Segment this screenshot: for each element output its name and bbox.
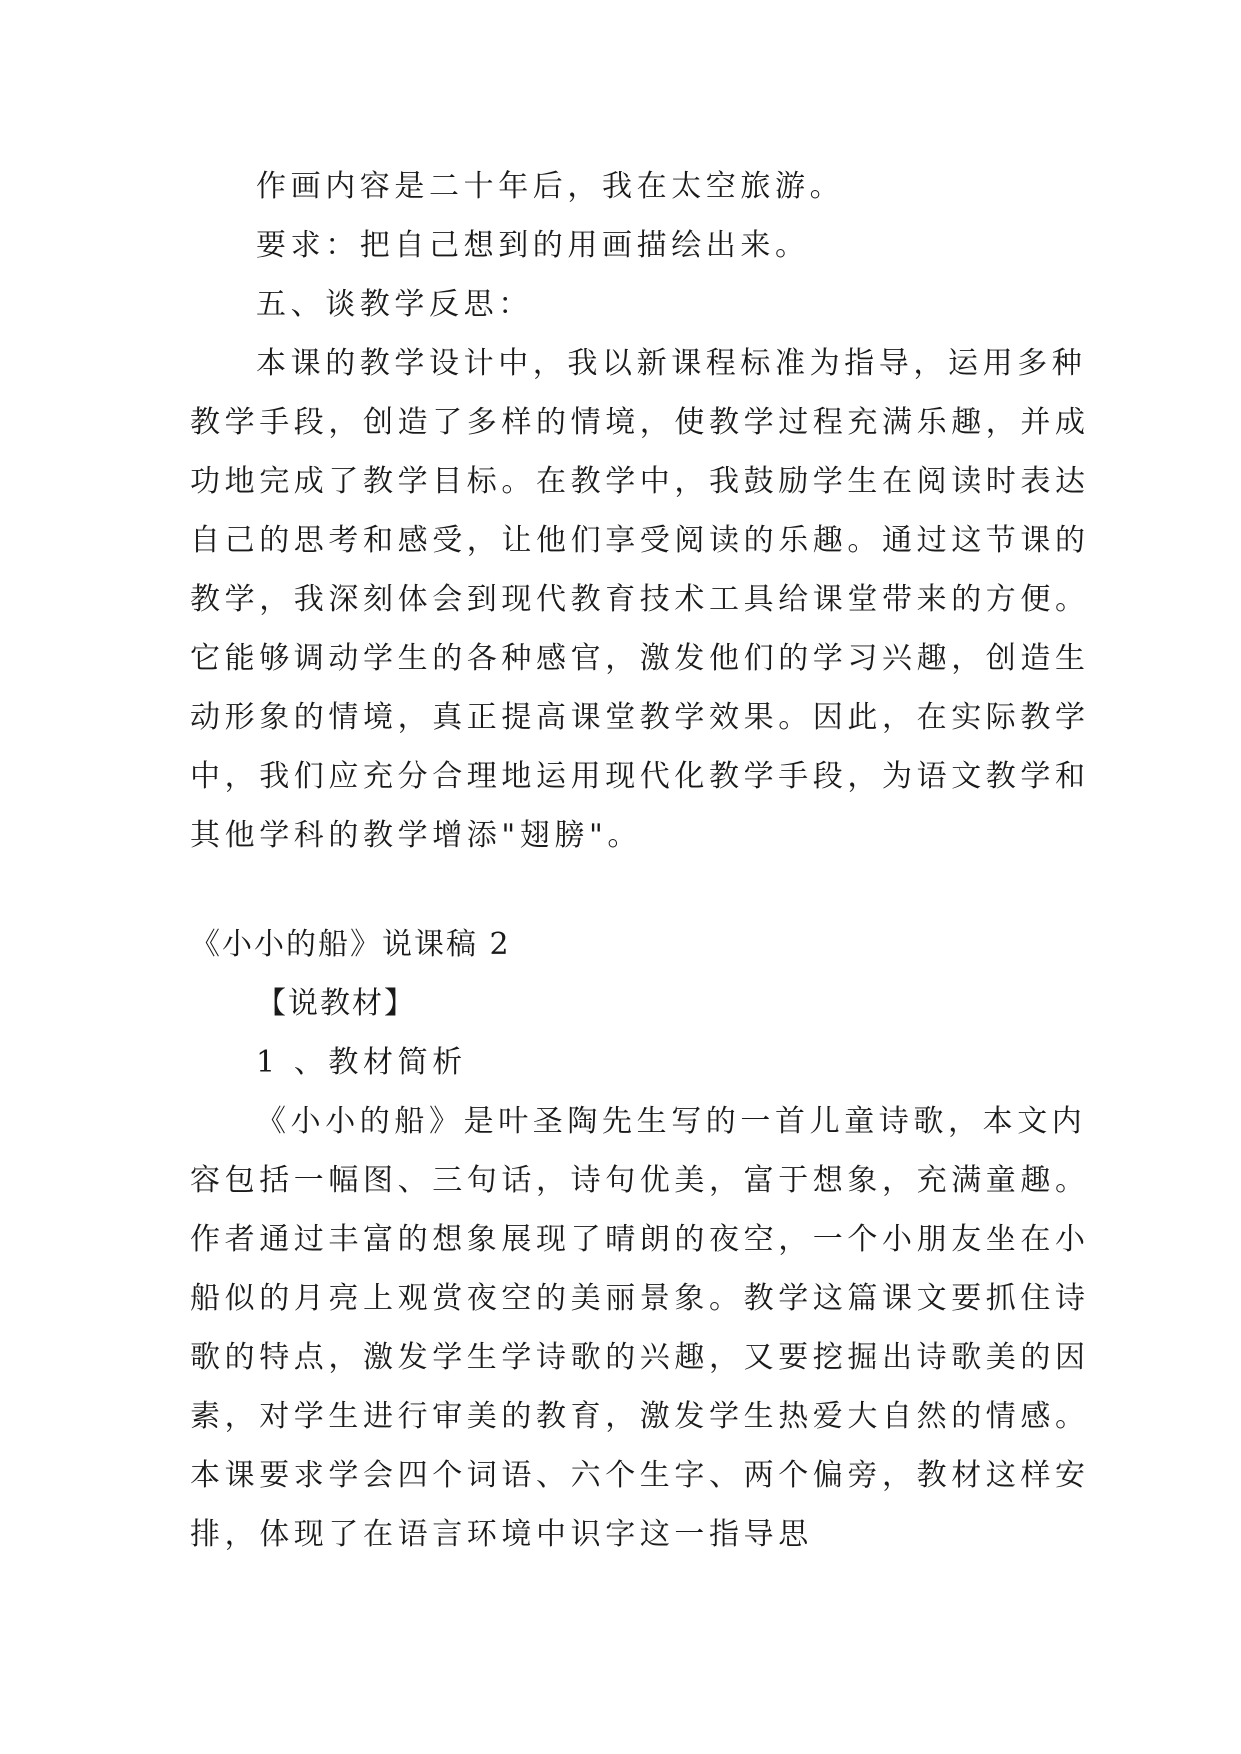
section-heading: 【说教材】 <box>256 986 416 1021</box>
body-line: 《小小的船》是叶圣陶先生写的一首儿童诗歌，本文内 <box>256 1104 1087 1139</box>
body-line: 功地完成了教学目标。在教学中，我鼓励学生在阅读时表达 <box>190 464 1090 499</box>
body-line: 本课的教学设计中，我以新课程标准为指导，运用多种 <box>256 346 1087 381</box>
body-line: 自己的思考和感受，让他们享受阅读的乐趣。通过这节课的 <box>190 523 1090 558</box>
body-line: 中，我们应充分合理地运用现代化教学手段，为语文教学和 <box>190 759 1090 794</box>
body-line: 要求：把自己想到的用画描绘出来。 <box>256 228 810 263</box>
body-line: 船似的月亮上观赏夜空的美丽景象。教学这篇课文要抓住诗 <box>190 1281 1090 1316</box>
body-line: 其他学科的教学增添"翅膀"。 <box>190 818 642 853</box>
subsection-heading: 1 、教材简析 <box>256 1045 467 1080</box>
body-line: 它能够调动学生的各种感官，激发他们的学习兴趣，创造生 <box>190 641 1090 676</box>
body-line: 素，对学生进行审美的教育，激发学生热爱大自然的情感。 <box>190 1399 1090 1434</box>
body-line: 排，体现了在语言环境中识字这一指导思 <box>190 1517 813 1552</box>
document-title: 《小小的船》说课稿 2 <box>190 927 511 962</box>
body-line: 容包括一幅图、三句话，诗句优美，富于想象，充满童趣。 <box>190 1163 1090 1198</box>
body-line: 动形象的情境，真正提高课堂教学效果。因此，在实际教学 <box>190 700 1090 735</box>
section-heading: 五、谈教学反思： <box>256 287 533 322</box>
body-line: 本课要求学会四个词语、六个生字、两个偏旁，教材这样安 <box>190 1458 1090 1493</box>
body-line: 教学，我深刻体会到现代教育技术工具给课堂带来的方便。 <box>190 582 1090 617</box>
body-line: 作者通过丰富的想象展现了晴朗的夜空，一个小朋友坐在小 <box>190 1222 1090 1257</box>
body-line: 歌的特点，激发学生学诗歌的兴趣，又要挖掘出诗歌美的因 <box>190 1340 1090 1375</box>
body-line: 作画内容是二十年后，我在太空旅游。 <box>256 169 845 204</box>
body-line: 教学手段，创造了多样的情境，使教学过程充满乐趣，并成 <box>190 405 1090 440</box>
